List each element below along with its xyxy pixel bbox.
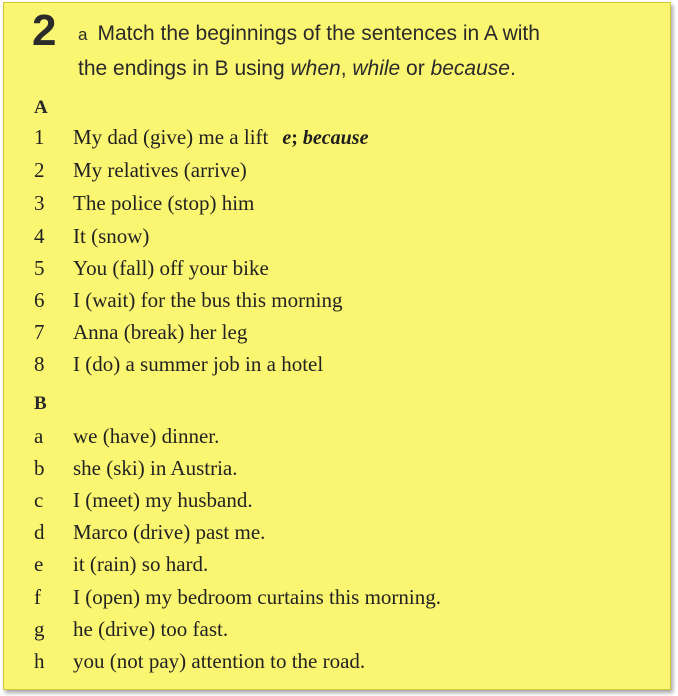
item-number: 1: [34, 125, 45, 149]
list-item: [34, 352, 323, 384]
instruction-line-2: [78, 52, 658, 86]
item-number: 4: [34, 224, 45, 248]
item-text: I (do) a summer job in a hotel: [73, 352, 324, 376]
separator: ,: [340, 57, 353, 80]
answer-word: because: [302, 127, 369, 149]
list-item: [34, 617, 228, 649]
item-letter: e: [34, 552, 44, 576]
item-number: 5: [34, 256, 45, 280]
item-letter: f: [34, 585, 41, 609]
list-item: [34, 488, 253, 520]
item-number: 3: [34, 191, 45, 215]
item-number: 7: [34, 320, 45, 344]
list-item: [34, 320, 247, 352]
item-letter: b: [34, 456, 45, 480]
item-text: I (open) my bedroom curtains this morning.: [73, 585, 442, 609]
item-text: Marco (drive) past me.: [73, 520, 266, 544]
item-number: 2: [34, 158, 45, 182]
item-text: My relatives (arrive): [73, 158, 247, 182]
item-text: you (not pay) attention to the road.: [73, 649, 366, 673]
sub-letter: a: [78, 25, 88, 44]
list-item: [34, 649, 365, 681]
item-letter: g: [34, 617, 45, 641]
item-letter: d: [34, 520, 45, 544]
item-letter: a: [34, 424, 44, 448]
item-text: he (drive) too fast.: [73, 617, 229, 641]
item-letter: c: [34, 488, 44, 512]
section-a-heading: A: [34, 97, 48, 118]
list-item: [34, 256, 269, 288]
section-b-heading: B: [34, 393, 47, 414]
list-item: [34, 158, 247, 190]
keyword-when: when: [290, 57, 341, 80]
item-text: I (meet) my husband.: [73, 488, 253, 512]
list-item: [34, 224, 149, 256]
item-text: I (wait) for the bus this morning: [73, 288, 343, 312]
list-item: [34, 585, 441, 617]
instruction-text-2: the endings in B using: [78, 57, 291, 80]
list-item: [34, 552, 208, 584]
list-item: [34, 456, 237, 488]
item-text: she (ski) in Austria.: [73, 456, 238, 480]
item-letter: h: [34, 649, 45, 673]
item-text: The police (stop) him: [73, 191, 255, 215]
item-text: we (have) dinner.: [73, 424, 220, 448]
item-number: 6: [34, 288, 45, 312]
instruction-line-1: [78, 17, 658, 52]
exercise-number: 2: [32, 6, 57, 55]
list-item: [34, 520, 265, 552]
list-item: [34, 191, 254, 223]
answer-letter: e: [282, 127, 292, 149]
separator: or: [400, 57, 431, 80]
keyword-because: because: [430, 57, 510, 80]
item-text: My dad (give) me a lift: [73, 125, 269, 149]
list-item: [34, 125, 368, 157]
instruction-text-1: Match the beginnings of the sentences in A with: [97, 22, 540, 45]
item-text: Anna (break) her leg: [73, 320, 248, 344]
list-item: [34, 288, 342, 320]
full-stop: .: [509, 57, 516, 80]
answer-separator: ;: [291, 127, 298, 149]
exercise-page: [3, 2, 671, 690]
example-answer: [282, 127, 368, 149]
list-item: [34, 424, 219, 456]
item-text: You (fall) off your bike: [73, 256, 269, 280]
instructions: [78, 17, 658, 86]
keyword-while: while: [352, 57, 401, 80]
item-text: it (rain) so hard.: [73, 552, 209, 576]
item-text: It (snow): [73, 224, 150, 248]
item-number: 8: [34, 352, 45, 376]
